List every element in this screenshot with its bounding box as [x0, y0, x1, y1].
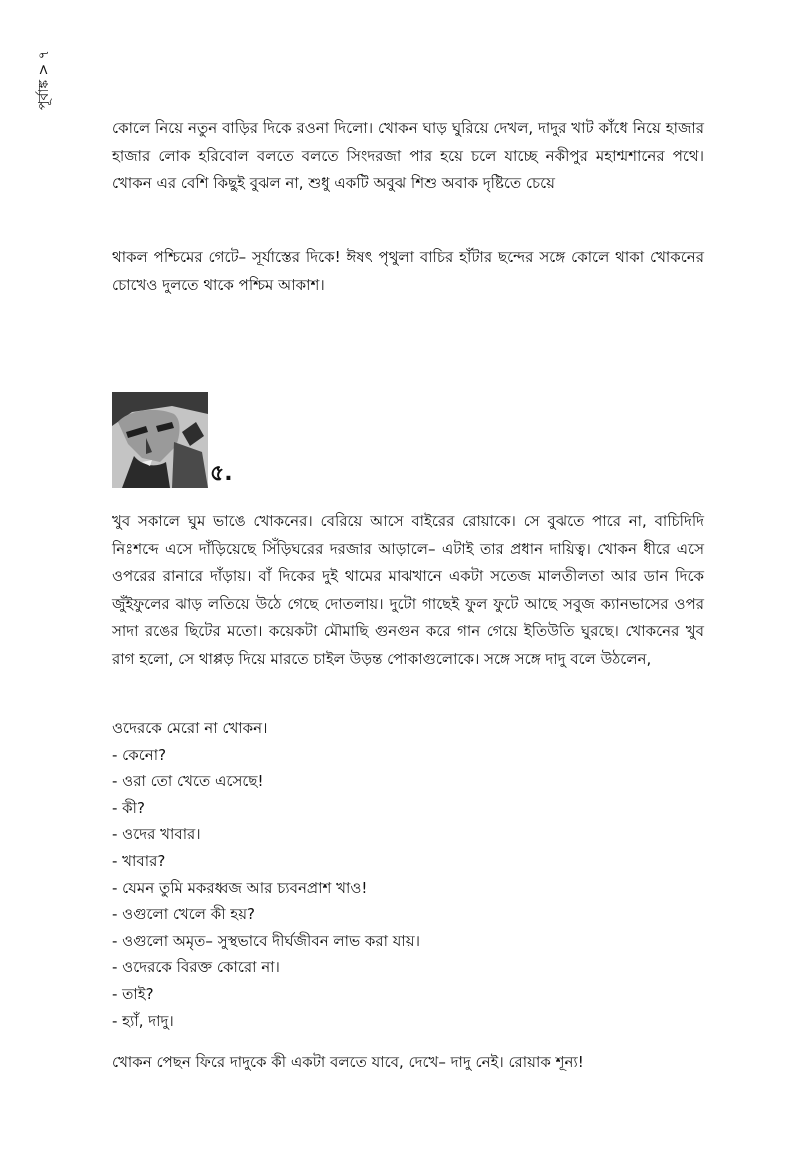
closing-line: খোকন পেছন ফিরে দাদুকে কী একটা বলতে যাবে, দেখে– দাদু নেই। রোয়াক শূন্য! [112, 1053, 584, 1071]
dialogue-line: - যেমন তুমি মকরধ্বজ আর চ্যবনপ্রাশ খাও! [112, 878, 368, 897]
dialogue-line: - কেনো? [112, 745, 167, 764]
dialogue-line: - হ্যাঁ, দাদু। [112, 1011, 174, 1030]
paragraph-3: খুব সকালে ঘুম ভাঙে খোকনের। বেরিয়ে আসে বাইরের রোয়াকে। সে বুঝতে পারে না, বাচিদিদি নিঃশব্দে এসে দাঁড়িয়েছে সিঁড়িঘরের দরজার আড়ালে– এটাই তার প্রধান দায়িত্ব। খোকন ধীরে এসে ওপরের রানারে দাঁড়ায়। বাঁ দিকের দুই থামের মাঝখানে একটা সতেজ মালতীলতা আর ডান দিকে জুঁইফুলের ঝাড় লতিয়ে উঠে গেছে দোতলায়। দুটো গাছেই ফুল ফুটে আছে সবুজ ক্যানভাসের ওপর সাদা রঙের ছিটের মতো। কয়েকটা মৌমাছি গুনগুন করে গান গেয়ে ইতিউতি ঘুরছে। খোকনের খুব রাগ হলো, সে থাপ্পড় দিয়ে মারতে চাইল উড়ন্ত পোকাগুলোকে। সঙ্গে সঙ্গে দাদু বলে উঠলেন, [112, 512, 704, 668]
chapter-heading [112, 392, 252, 494]
paragraph-1: কোলে নিয়ে নতুন বাড়ির দিকে রওনা দিলো। খোকন ঘাড় ঘুরিয়ে দেখল, দাদুর খাট কাঁধে নিয়ে হাজার হাজার লোক হরিবোল বলতে বলতে সিংদরজা পার হয়ে চলে যাচ্ছে নকীপুর মহাশ্মশানের পথে। খোকন এর বেশি কিছুই বুঝল না, শুধু একটি অবুঝ শিশু অবাক দৃষ্টিতে চেয়ে [112, 119, 704, 192]
dialogue-line: ওদেরকে মেরো না খোকন। [112, 719, 268, 737]
dialogue-line: - ওরা তো খেতে এসেছে! [112, 772, 264, 791]
dialogue-line: - তাই? [112, 984, 154, 1003]
dialogue-list [112, 715, 704, 1034]
dialogue-line: - ওদেরকে বিরক্ত কোরো না। [112, 958, 280, 977]
dialogue-line: - কী? [112, 798, 145, 817]
dialogue-line: - ওগুলো অমৃত– সুস্থভাবে দীর্ঘজীবন লাভ করা যায়। [112, 931, 420, 950]
portrait-illustration-icon [112, 392, 208, 488]
chapter-number: ৫. [210, 461, 233, 486]
paragraph-2: থাকল পশ্চিমের গেটে– সূর্যাস্তের দিকে! ঈষৎ পৃথুলা বাচির হাঁটার ছন্দের সঙ্গে কোলে থাকা খোকনের চোখেও দুলতে থাকে পশ্চিম আকাশ। [112, 248, 704, 294]
running-head: পূর্বাঙ্ক > ৭ [36, 50, 52, 110]
dialogue-line: - ওগুলো খেলে কী হয়? [112, 905, 255, 924]
dialogue-line: - ওদের খাবার। [112, 825, 201, 844]
dialogue-line: - খাবার? [112, 851, 166, 870]
